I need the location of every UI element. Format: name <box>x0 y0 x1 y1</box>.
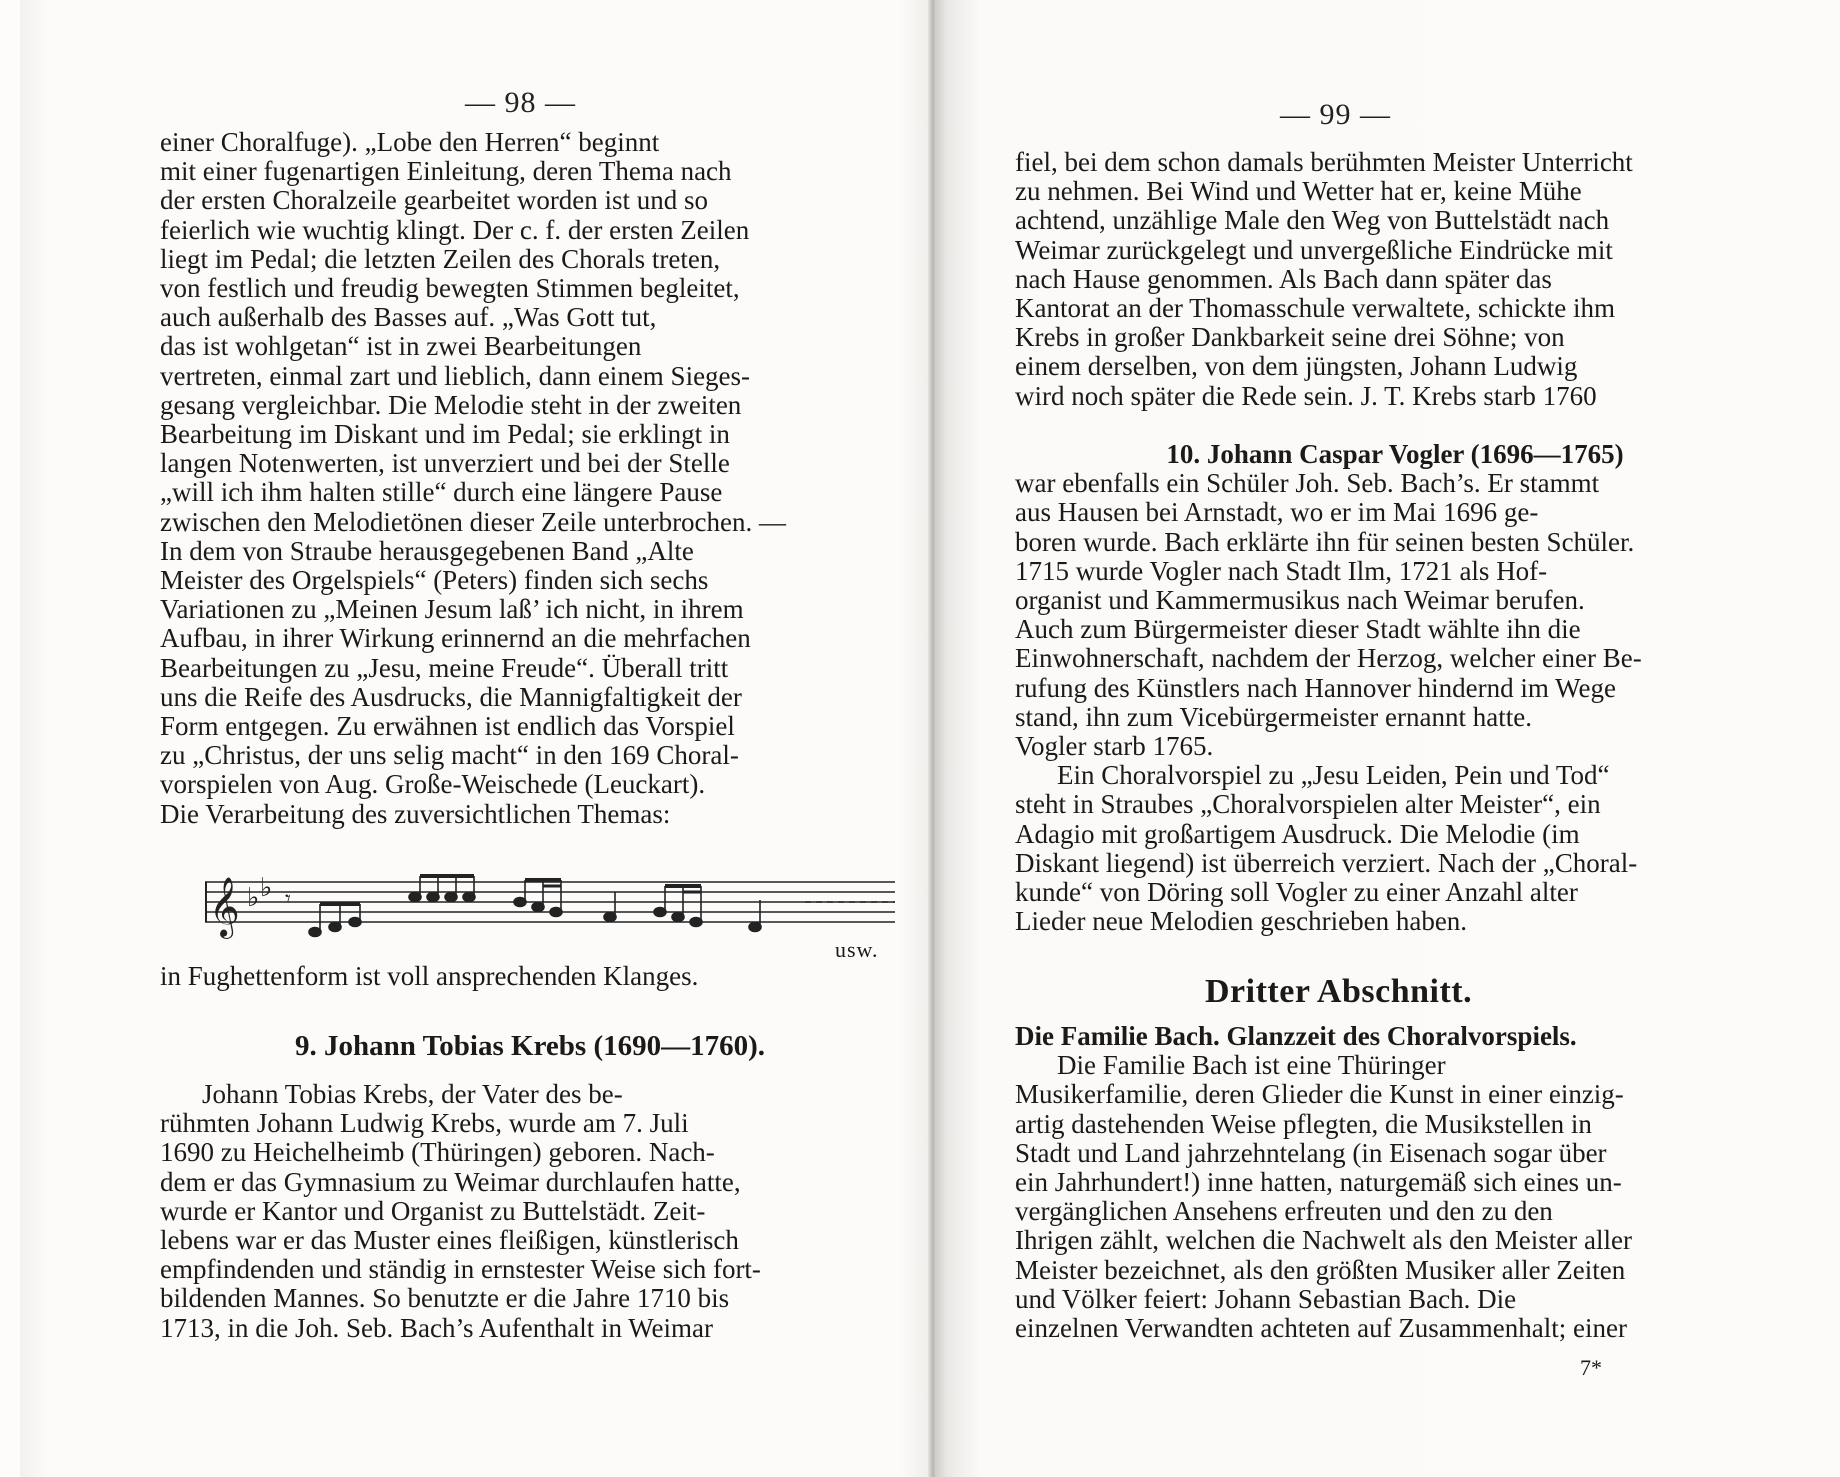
text-line: feierlich wie wuchtig klingt. Der c. f. der ersten Zeilen <box>160 214 750 245</box>
text-line: ein Jahrhundert!) inne hatten, naturgemäß sich eines un- <box>1015 1167 1622 1198</box>
text-line: „will ich ihm halten stille“ durch eine längere Pause <box>160 477 723 508</box>
text-line: Meister des Orgelspiels“ (Peters) finden sich sechs <box>160 565 709 596</box>
text-line: Kantorat an der Thomasschule verwaltete, schickte ihm <box>1015 293 1616 324</box>
text-line: Form entgegen. Zu erwähnen ist endlich das Vorspiel <box>160 711 735 742</box>
text-line: zu „Christus, der uns selig macht“ in den 169 Choral- <box>160 740 739 771</box>
text-line: bildenden Mannes. So benutzte er die Jahre 1710 bis <box>160 1283 730 1314</box>
text-line: uns die Reife des Ausdrucks, die Mannigfaltigkeit der <box>160 681 742 712</box>
text-line: langen Notenwerten, ist unverziert und bei der Stelle <box>160 448 730 479</box>
text-line: Bearbeitung im Diskant und im Pedal; sie erklingt in <box>160 419 730 450</box>
text-line: Krebs in großer Dankbarkeit seine drei Söhne; von <box>1015 322 1565 353</box>
text-line: zu nehmen. Bei Wind und Wetter hat er, keine Mühe <box>1015 176 1582 207</box>
left-page <box>20 0 940 1477</box>
text-line: einem derselben, von dem jüngsten, Johann Ludwig <box>1015 351 1578 382</box>
text-line: zwischen den Melodietönen dieser Zeile unterbrochen. — <box>160 506 787 537</box>
signature-mark: 7* <box>1580 1355 1602 1380</box>
text-line: dem er das Gymnasium zu Weimar durchlaufen hatte, <box>160 1166 741 1197</box>
text-line: Vogler starb 1765. <box>1015 731 1214 762</box>
vogler-section <box>1015 440 1775 936</box>
text-line: vertreten, einmal zart und lieblich, dann einem Sieges- <box>160 360 751 391</box>
text-line: boren wurde. Bach erklärte ihn für seinen besten Schüler. <box>1015 526 1635 557</box>
text-line: war ebenfalls ein Schüler Joh. Seb. Bach’s. Er stammt <box>1015 468 1600 499</box>
text-line: Aufbau, in ihrer Wirkung erinnernd an die mehrfachen <box>160 623 751 654</box>
section-heading-krebs <box>295 1030 765 1063</box>
krebs-paragraph <box>160 1080 880 1343</box>
text-line: 1690 zu Heichelheimb (Thüringen) geboren. Nach- <box>160 1137 715 1168</box>
section-heading-vogler: 10. Johann Caspar Vogler (1696—1765) <box>1166 439 1624 469</box>
heading-text: 9. Johann Tobias Krebs (1690—1760). <box>295 1030 766 1062</box>
text-line: Die Familie Bach. Glanzzeit des Choralvorspiels. <box>1015 1021 1577 1051</box>
text-line: mit einer fugenartigen Einleitung, deren Thema nach <box>160 156 732 187</box>
text-line: Auch zum Bürgermeister dieser Stadt wählte ihn die <box>1015 614 1581 645</box>
text-line: Musikerfamilie, deren Glieder die Kunst in einer einzig- <box>1015 1079 1624 1110</box>
text-line: artig dastehenden Weise pflegten, die Musikstellen in <box>1015 1108 1592 1139</box>
text-line: stand, ihn zum Vicebürgermeister ernannt hatte. <box>1015 701 1532 732</box>
text-line: empfindenden und ständig in ernstester Weise sich fort- <box>160 1254 761 1285</box>
text-line: Einwohnerschaft, nachdem der Herzog, welcher einer Be- <box>1015 643 1642 674</box>
left-intro-paragraph <box>160 128 880 829</box>
text-line: Die Familie Bach ist eine Thüringer <box>1057 1050 1446 1081</box>
text-line: achtend, unzählige Male den Weg von Buttelstädt nach <box>1015 205 1610 236</box>
text-line: lebens war er das Muster eines fleißigen, künstlerisch <box>160 1225 739 1256</box>
notes-group <box>309 876 895 937</box>
text-line: 1715 wurde Vogler nach Stadt Ilm, 1721 als Hof- <box>1015 555 1548 586</box>
text-line: Meister bezeichnet, als den größten Musiker aller Zeiten <box>1015 1254 1626 1285</box>
text-line: organist und Kammermusikus nach Weimar berufen. <box>1015 585 1585 616</box>
krebs-continuation <box>1015 148 1775 411</box>
music-caption: usw. <box>835 937 879 962</box>
rest-icon: 𝄾 <box>285 886 291 911</box>
text-line: fiel, bei dem schon damals berühmten Meister Unterricht <box>1015 147 1633 177</box>
text-line: steht in Straubes „Choralvorspielen alter Meister“, ein <box>1015 789 1601 820</box>
text-line: nach Hause genommen. Als Bach dann später das <box>1015 263 1552 294</box>
text-line: wurde er Kantor und Organist zu Buttelstädt. Zeit- <box>160 1195 706 1226</box>
text-line: Stadt und Land jahrzehntelang (in Eisenach sogar über <box>1015 1137 1607 1168</box>
treble-clef-icon: 𝄞 <box>209 877 240 937</box>
text-line: das ist wohlgetan“ ist in zwei Bearbeitungen <box>160 331 642 362</box>
bach-family-paragraph <box>1015 1022 1775 1343</box>
page-number-right: — 99 — <box>1280 98 1391 131</box>
text-line: liegt im Pedal; die letzten Zeilen des Chorals treten, <box>160 243 721 274</box>
text-line: wird noch später die Rede sein. J. T. Krebs starb 1760 <box>1015 380 1597 411</box>
text-line: Ihrigen zählt, welchen die Nachwelt als den Meister aller <box>1015 1225 1632 1256</box>
text-line: rühmten Johann Ludwig Krebs, wurde am 7. Juli <box>160 1108 689 1139</box>
text-line: einer Choralfuge). „Lobe den Herren“ beginnt <box>160 127 660 157</box>
text-line: 1713, in die Joh. Seb. Bach’s Aufenthalt in Weimar <box>160 1312 713 1343</box>
text-line: Bearbeitungen zu „Jesu, meine Freude“. Überall tritt <box>160 652 729 683</box>
text-line: Ein Choralvorspiel zu „Jesu Leiden, Pein und Tod“ <box>1057 760 1610 791</box>
text-line: kunde“ von Döring soll Vogler zu einer Anzahl alter <box>1015 877 1578 908</box>
fughetten-line <box>160 962 880 991</box>
text-line: und Völker feiert: Johann Sebastian Bach. Die <box>1015 1283 1517 1314</box>
text-line: Johann Tobias Krebs, der Vater des be- <box>202 1079 623 1109</box>
right-page <box>935 0 1840 1477</box>
text-line: Adagio mit großartigem Ausdruck. Die Melodie (im <box>1015 818 1580 849</box>
flat-sign-icon: ♭ <box>247 883 260 912</box>
music-notation-example <box>205 872 895 944</box>
text-line: Weimar zurückgelegt und unvergeßliche Eindrücke mit <box>1015 234 1613 265</box>
text-line: aus Hausen bei Arnstadt, wo er im Mai 1696 ge- <box>1015 497 1539 528</box>
text-line: Die Verarbeitung des zuversichtlichen Themas: <box>160 798 671 829</box>
text-line: auch außerhalb des Basses auf. „Was Gott tut, <box>160 302 657 333</box>
text-line: der ersten Choralzeile gearbeitet worden ist und so <box>160 185 709 216</box>
text-line: Lieder neue Melodien geschrieben haben. <box>1015 906 1468 937</box>
text-line: rufung des Künstlers nach Hannover hindernd im Wege <box>1015 672 1616 703</box>
text-line: vergänglichen Ansehens erfreuten und den zu den <box>1015 1196 1553 1227</box>
text-line: vorspielen von Aug. Große-Weischede (Leuckart). <box>160 769 706 800</box>
text-line: Variationen zu „Meinen Jesum laß’ ich nicht, in ihrem <box>160 594 744 625</box>
text-line: einzelnen Verwandten achteten auf Zusammenhalt; einer <box>1015 1313 1627 1344</box>
text-line: in Fughettenform ist voll ansprechenden Klanges. <box>160 961 699 991</box>
text-line: gesang vergleichbar. Die Melodie steht in der zweiten <box>160 389 742 420</box>
page-number-left: — 98 — <box>465 86 576 119</box>
text-line: In dem von Straube herausgegebenen Band „Alte <box>160 535 694 566</box>
text-line: Diskant liegend) ist überreich verziert. Nach der „Choral- <box>1015 847 1638 878</box>
chapter-heading: Dritter Abschnitt. <box>1205 973 1473 1010</box>
flat-sign-icon: ♭ <box>260 873 273 902</box>
text-line: von festlich und freudig bewegten Stimmen begleitet, <box>160 273 740 304</box>
